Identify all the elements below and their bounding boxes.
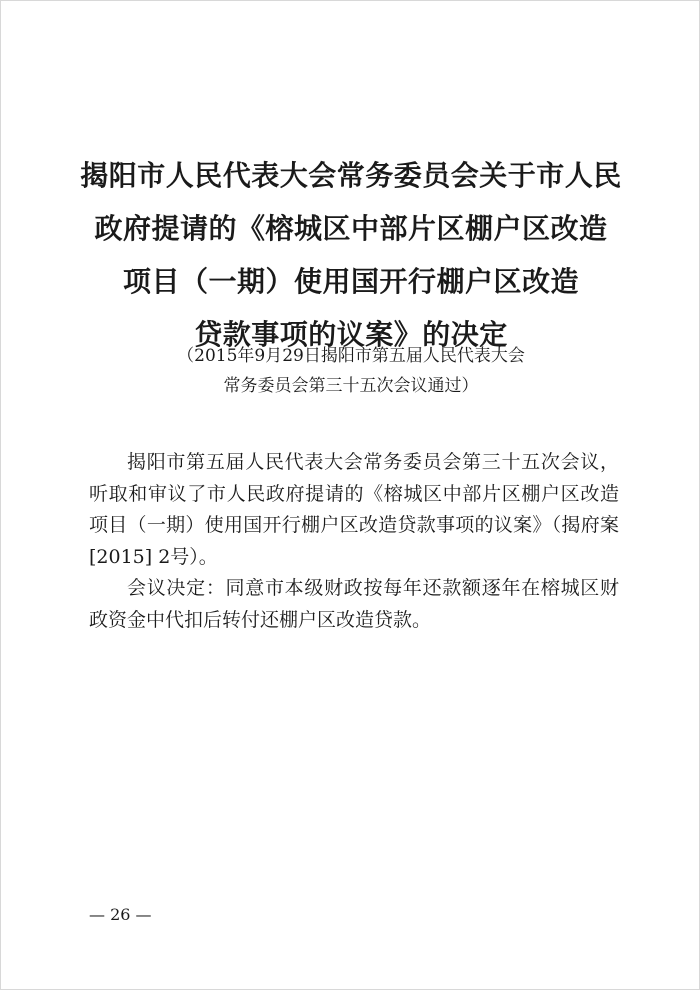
title-line: 项目（一期）使用国开行棚户区改造 <box>122 265 579 298</box>
document-body <box>89 447 619 636</box>
title-line: 政府提请的《榕城区中部片区棚户区改造 <box>94 212 608 245</box>
document-subtitle <box>1 341 700 401</box>
subtitle-line: 常务委员会第三十五次会议通过） <box>223 376 479 396</box>
page-number: — 26 — <box>89 905 152 924</box>
subtitle-line: （2015年9月29日揭阳市第五届人民代表大会 <box>177 346 525 366</box>
title-line: 贷款事项的议案》的决定 <box>194 318 508 351</box>
body-paragraph: 揭阳市第五届人民代表大会常务委员会第三十五次会议，听取和审议了市人民政府提请的《榕城区中部片区棚户区改造项目（一期）使用国开行棚户区改造贷款事项的议案》（揭府案[2015] 2号）。 <box>89 451 619 568</box>
document-title <box>1 149 700 361</box>
body-paragraph: 会议决定：同意市本级财政按每年还款额逐年在榕城区财政资金中代扣后转付还棚户区改造贷款。 <box>89 577 619 631</box>
title-line: 揭阳市人民代表大会常务委员会关于市人民 <box>80 159 622 192</box>
